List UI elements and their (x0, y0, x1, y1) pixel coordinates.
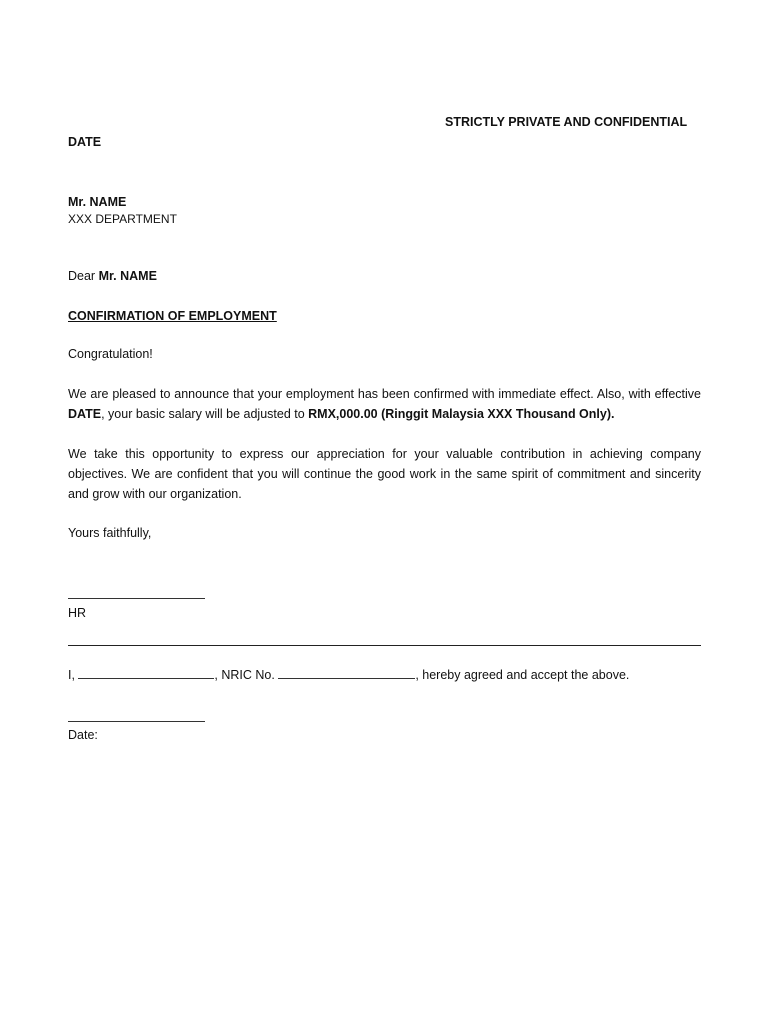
ack-suffix: , hereby agreed and accept the above. (415, 668, 630, 682)
ack-nric-label: , NRIC No. (214, 668, 279, 682)
acknowledgement-line (68, 665, 629, 685)
signatory: HR (68, 606, 87, 620)
closing: Yours faithfully, (68, 526, 152, 540)
recipient-department: XXX DEPARTMENT (68, 212, 177, 226)
date-label: DATE (68, 135, 102, 149)
section-divider (68, 645, 701, 646)
recipient-name: Mr. NAME (68, 195, 127, 209)
paragraph-confirmation (68, 384, 701, 424)
nric-blank[interactable] (278, 667, 415, 679)
name-blank[interactable] (78, 667, 214, 679)
salutation-prefix: Dear (68, 269, 99, 283)
confidential-header: STRICTLY PRIVATE AND CONFIDENTIAL (445, 115, 688, 129)
subject-heading: CONFIRMATION OF EMPLOYMENT (68, 309, 277, 323)
salary-amount: RMX,000.00 (Ringgit Malaysia XXX Thousand Only). (308, 407, 615, 421)
salutation (68, 266, 157, 286)
ack-prefix: I, (68, 668, 79, 682)
paragraph-confirmation-text-2: , your basic salary will be adjusted to (101, 407, 309, 421)
paragraph-confirmation-text-1: We are pleased to announce that your employment has been confirmed with immediate effect. Also, with effective (68, 387, 701, 401)
paragraph-appreciation: We take this opportunity to express our appreciation for your valuable contribution in achieving company objectives. We are confident that you will continue the good work in the same spirit of commitment and sincerity and grow with our organization. (68, 447, 701, 501)
hr-signature-line (68, 598, 205, 599)
greeting: Congratulation! (68, 347, 153, 361)
effective-date: DATE (68, 407, 102, 421)
ack-date-label: Date: (68, 728, 98, 742)
employee-signature-line[interactable] (68, 721, 205, 722)
salutation-name: Mr. NAME (98, 269, 157, 283)
